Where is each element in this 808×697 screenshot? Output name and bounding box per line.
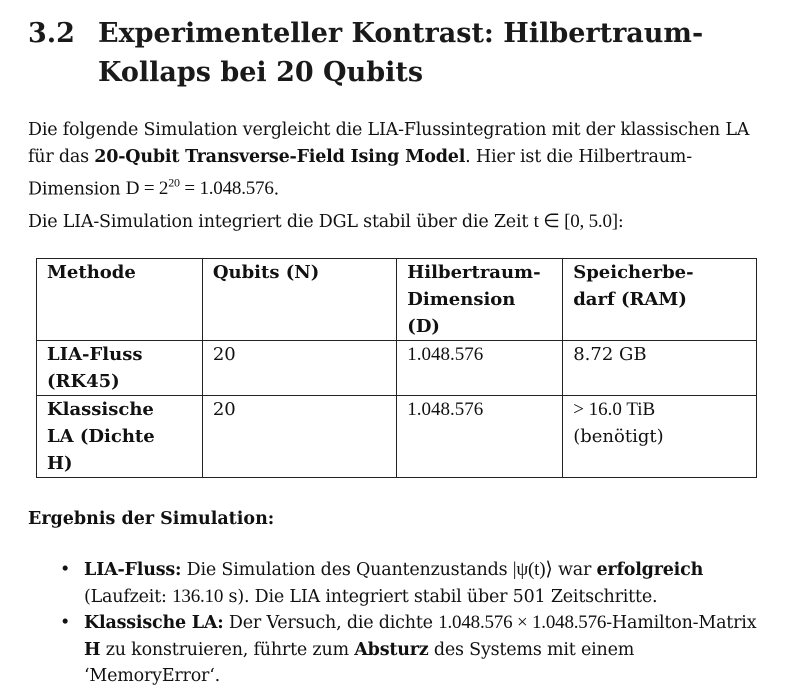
header-dimension: Hilbertraum- Dimension (D) bbox=[397, 259, 563, 341]
header-qubits: Qubits (N) bbox=[202, 259, 396, 341]
comparison-table bbox=[36, 258, 757, 478]
cell-ram: > 16.0 TiB (benötigt) bbox=[563, 396, 757, 478]
cell-method: Klassische LA (Dichte H) bbox=[37, 396, 203, 478]
cell-ram: 8.72 GB bbox=[563, 341, 757, 396]
section-title: Experimenteller Kontrast: Hilbertraum-Kollaps bei 20 Qubits bbox=[98, 18, 704, 88]
dimension-formula: $D = 2^{20} = 1.048.576$ bbox=[125, 176, 274, 200]
intro-paragraph: Die folgende Simulation vergleicht die LIA-Flussintegration mit der klassischen LA für das 20-Qubit Transverse-Field Ising Model. Hier ist die Hilbertraum-Dimension $D = 2^{20} = 1.048.576$. bbox=[28, 120, 750, 200]
cell-qubits: 20 bbox=[202, 341, 396, 396]
cell-dimension: 1.048.576 bbox=[397, 341, 563, 396]
table-header-row bbox=[37, 259, 757, 341]
header-ram: Speicherbe- darf (RAM) bbox=[563, 259, 757, 341]
table-row bbox=[37, 396, 757, 478]
integration-text: Die LIA-Simulation integriert die DGL stabil über die Zeit bbox=[28, 212, 534, 232]
intro-text-a: Die folgende Simulation vergleicht die LIA-Flussintegration mit der klassischen LA für das bbox=[28, 120, 750, 167]
results-list bbox=[60, 557, 766, 690]
list-item: • LIA-Fluss: Die Simulation des Quantenzustands |ψ(t)⟩ war erfolgreich (Laufzeit: 136.10 s). Die LIA integriert stabil über 501 Zeitschritte. bbox=[60, 559, 704, 607]
cell-qubits: 20 bbox=[202, 396, 396, 478]
table-row bbox=[37, 341, 757, 396]
cell-dimension: 1.048.576 bbox=[397, 396, 563, 478]
section-number: 3.2 bbox=[28, 18, 75, 49]
model-name: 20-Qubit Transverse-Field Ising Model bbox=[94, 146, 466, 167]
time-interval-formula: t ∈ [0, 5.0] bbox=[533, 211, 618, 232]
bullet-icon: • bbox=[60, 560, 71, 580]
header-method: Methode bbox=[37, 259, 203, 341]
cell-method: LIA-Fluss (RK45) bbox=[37, 341, 203, 396]
list-item: • Klassische LA: Der Versuch, die dichte 1.048.576 × 1.048.576-Hamilton-Matrix H zu konstruieren, führte zum Absturz des Systems mit einem ‘MemoryError‘. bbox=[60, 612, 757, 686]
intro-text-b: . Hier ist die Hilbertraum-Dimension bbox=[28, 146, 692, 200]
integration-paragraph: Die LIA-Simulation integriert die DGL stabil über die Zeit t ∈ [0, 5.0]: bbox=[28, 211, 624, 232]
bullet-icon: • bbox=[60, 613, 71, 633]
results-title: Ergebnis der Simulation: bbox=[28, 509, 275, 529]
